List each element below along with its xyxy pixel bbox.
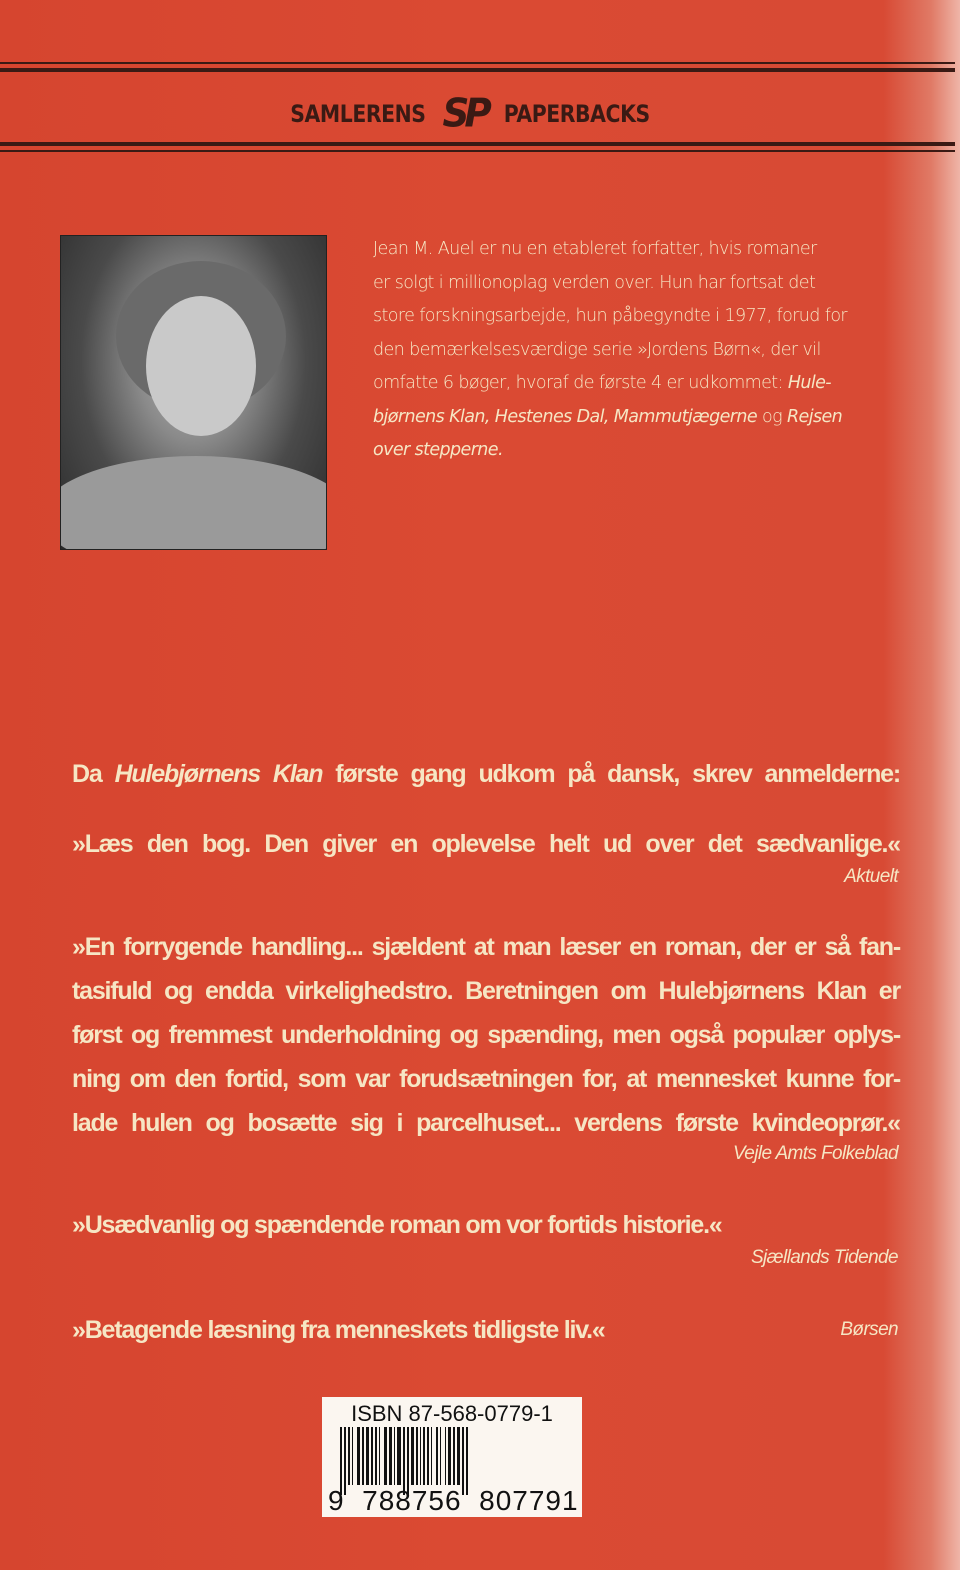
isbn-barcode: [322, 1397, 582, 1517]
barcode-bar: [384, 1427, 387, 1485]
barcode-bar: [431, 1427, 432, 1485]
bottom-rule-thick: [0, 142, 955, 146]
barcode-bar: [448, 1427, 451, 1485]
bottom-rule-thin: [0, 150, 955, 152]
bio-line: bjørnens Klan, Hestenes Dal, Mammutjægerne og Rejsen: [373, 406, 843, 427]
bio-line: over stepperne.: [373, 440, 503, 460]
bio-line: Jean M. Auel er nu en etableret forfatter, hvis romaner: [373, 239, 817, 259]
sp-logo: SP: [442, 90, 487, 137]
barcode-bar: [445, 1427, 446, 1485]
brand-right: PAPERBACKS: [503, 100, 650, 128]
review-source: Sjællands Tidende: [750, 1247, 898, 1268]
review-2: »En forrygende handling... sjældent at man læser en roman, der er så fan- tasifuld og endda virkelighedstro. Beretningen om Hulebjørnens Klan er først og fremmest underholdning og spænding, men også populær oplys- ning om den fortid, som var forudsætningen for, at mennesket kunne for- lade hulen og bosætte sig i parcelhuset... verdens første kvindeoprør.«: [72, 933, 900, 1137]
author-photo: [60, 235, 327, 550]
barcode-bar: [366, 1427, 369, 1485]
bio-line: den bemærkelsesværdige serie »Jordens Børn«, der vil: [373, 339, 821, 360]
barcode-bar: [352, 1427, 353, 1485]
top-rule-thick: [0, 68, 955, 72]
barcode-bar: [427, 1427, 429, 1485]
author-bio: [373, 233, 913, 468]
review-3: »Usædvanlig og spændende roman om vor fortids historie.«: [72, 1211, 722, 1239]
bio-line: store forskningsarbejde, hun påbegyndte i 1977, forud for: [373, 306, 848, 326]
review-source: Vejle Amts Folkeblad: [732, 1143, 898, 1164]
barcode-bar: [394, 1427, 395, 1485]
brand-left: SAMLERENS: [290, 100, 426, 128]
isbn-number: ISBN 87-568-0779-1: [351, 1401, 553, 1426]
barcode-bar: [436, 1427, 438, 1485]
top-rule-thin: [0, 62, 955, 64]
barcode-bar: [357, 1427, 360, 1485]
bio-line: omfatte 6 bøger, hvoraf de første 4 er udkommet: Hule-: [373, 373, 832, 393]
barcode-bar: [375, 1427, 377, 1485]
barcode-bar: [457, 1427, 460, 1485]
reviews-intro: Da Hulebjørnens Klan første gang udkom på dansk, skrev anmelderne:: [72, 760, 900, 788]
barcode-bar: [362, 1427, 364, 1485]
publisher-logo: [71, 88, 870, 139]
review-4: »Betagende læsning fra menneskets tidligste liv.«: [72, 1316, 605, 1344]
barcode-bar: [389, 1427, 392, 1485]
barcode-bar: [397, 1427, 401, 1485]
review-1: »Læs den bog. Den giver en oplevelse helt ud over det sædvanlige.«: [72, 830, 900, 858]
barcode-bar: [411, 1427, 414, 1485]
bio-line: er solgt i millionoplag verden over. Hun har fortsat det: [373, 272, 816, 293]
barcode-bar: [440, 1427, 441, 1485]
review-source: Aktuelt: [844, 866, 898, 887]
review-source: Børsen: [840, 1319, 898, 1340]
barcode-bar: [453, 1427, 455, 1485]
barcode-bar: [420, 1427, 421, 1485]
barcode-bar: [348, 1427, 350, 1485]
barcode-bar: [371, 1427, 373, 1485]
barcode-bar: [416, 1427, 418, 1485]
barcode-digits: 9 788756 807791: [328, 1485, 579, 1516]
barcode-bar: [379, 1427, 380, 1485]
barcode-bar: [423, 1427, 425, 1485]
